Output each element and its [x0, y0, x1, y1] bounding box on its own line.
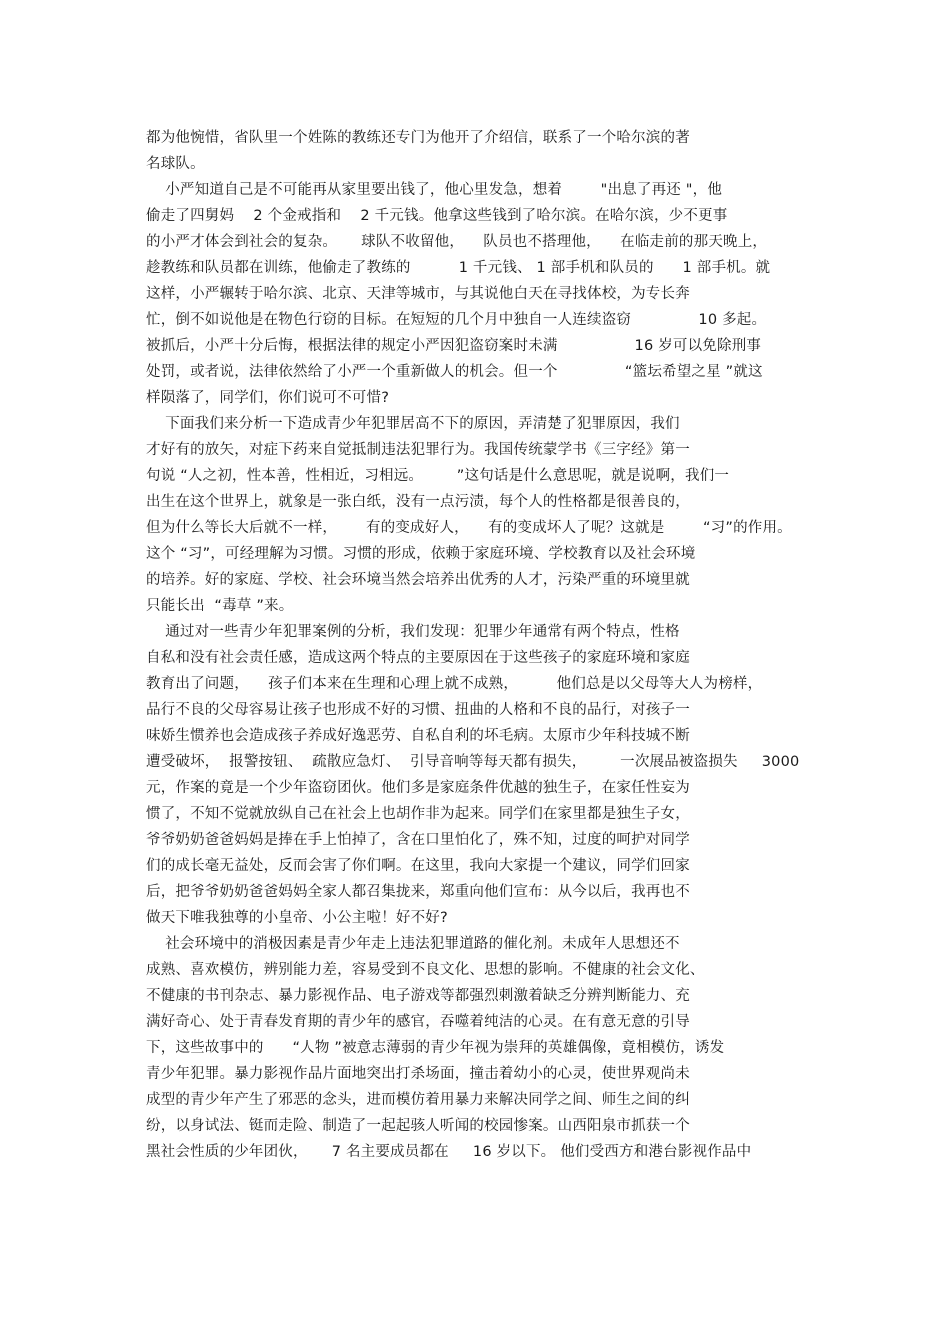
text-line: 的培养。好的家庭、学校、社会环境当然会培养出优秀的人才，污染严重的环境里就	[146, 572, 690, 588]
text-line: 被抓后，小严十分后悔，根据法律的规定小严因犯盗窃案时未满 16 岁可以免除刑事	[146, 338, 762, 354]
text-line: 名球队。	[146, 156, 205, 172]
text-line: 品行不良的父母容易让孩子也形成不好的习惯、扭曲的人格和不良的品行，对孩子一	[146, 702, 690, 718]
text-line: 的小严才体会到社会的复杂。 球队不收留他， 队员也不搭理他， 在临走前的那天晚上，	[146, 234, 768, 250]
text-line: 只能长出 “毒草 ”来。	[146, 598, 294, 614]
text-line: 黑社会性质的少年团伙， 7 名主要成员都在 16 岁以下。 他们受西方和港台影视作品中	[146, 1144, 752, 1160]
text-line: 自私和没有社会责任感，造成这两个特点的主要原因在于这些孩子的家庭环境和家庭	[146, 650, 690, 666]
text-line: 做天下唯我独尊的小皇帝、小公主啦！好不好?	[146, 910, 448, 926]
text-line: 成熟、喜欢模仿，辨别能力差，容易受到不良文化、思想的影响。不健康的社会文化、	[146, 962, 705, 978]
text-line: 元，作案的竟是一个少年盗窃团伙。他们多是家庭条件优越的独生子，在家任性妄为	[146, 780, 690, 796]
text-line: 们的成长毫无益处，反而会害了你们啊。在这里，我向大家提一个建议，同学们回家	[146, 858, 690, 874]
text-line: 趁教练和队员都在训练，他偷走了教练的 1 千元钱、 1 部手机和队员的 1 部手机。就	[146, 260, 771, 276]
text-line: 样陨落了，同学们，你们说可不可惜?	[146, 390, 390, 406]
text-line: 这个 “习”，可经理解为习惯。习惯的形成，依赖于家庭环境、学校教育以及社会环境	[146, 546, 696, 562]
text-line: 教育出了问题， 孩子们本来在生理和心理上就不成熟， 他们总是以父母等大人为榜样，	[146, 676, 763, 692]
text-line: 出生在这个世界上，就象是一张白纸，没有一点污渍，每个人的性格都是很善良的，	[146, 494, 690, 510]
text-line: 处罚，或者说，法律依然给了小严一个重新做人的机会。但一个 “篮坛希望之星 ”就这	[146, 364, 763, 380]
text-line: 满好奇心、处于青春发育期的青少年的感官，吞噬着纯洁的心灵。在有意无意的引导	[146, 1014, 690, 1030]
text-line: 惯了，不知不觉就放纵自己在社会上也胡作非为起来。同学们在家里都是独生子女，	[146, 806, 690, 822]
text-line: 爷爷奶奶爸爸妈妈是捧在手上怕掉了，含在口里怕化了，殊不知，过度的呵护对同学	[146, 832, 690, 848]
text-line: 不健康的书刊杂志、暴力影视作品、电子游戏等都强烈刺激着缺乏分辨判断能力、充	[146, 988, 690, 1004]
text-line: 才好有的放矢，对症下药来自觉抵制违法犯罪行为。我国传统蒙学书《三字经》第一	[146, 442, 690, 458]
text-line: 纷，以身试法、铤而走险、制造了一起起骇人听闻的校园惨案。山西阳泉市抓获一个	[146, 1118, 690, 1134]
text-line: 但为什么等长大后就不一样， 有的变成好人， 有的变成坏人了呢？这就是 “习”的作用。	[146, 520, 792, 536]
text-line: 偷走了四舅妈 2 个金戒指和 2 千元钱。他拿这些钱到了哈尔滨。在哈尔滨，少不更事	[146, 208, 728, 224]
text-line: 后，把爷爷奶奶爸爸妈妈全家人都召集拢来，郑重向他们宣布：从今以后，我再也不	[146, 884, 690, 900]
text-line: 小严知道自己是不可能再从家里要出钱了，他心里发急，想着 "出息了再还 "，他	[146, 182, 723, 198]
text-line: 青少年犯罪。暴力影视作品片面地突出打杀场面，撞击着幼小的心灵，使世界观尚未	[146, 1066, 690, 1082]
text-line: 句说 “人之初，性本善，性相近，习相远。 ”这句话是什么意思呢，就是说啊，我们一	[146, 468, 730, 484]
text-line: 社会环境中的消极因素是青少年走上违法犯罪道路的催化剂。未成年人思想还不	[146, 936, 680, 952]
text-line: 这样，小严辗转于哈尔滨、北京、天津等城市，与其说他白天在寻找体校，为专长奔	[146, 286, 690, 302]
text-line: 下面我们来分析一下造成青少年犯罪居高不下的原因，弄清楚了犯罪原因，我们	[146, 416, 680, 432]
text-line: 忙，倒不如说他是在物色行窃的目标。在短短的几个月中独自一人连续盗窃 10 多起。	[146, 312, 767, 328]
text-line: 遭受破坏， 报警按钮、 疏散应急灯、 引导音响等每天都有损失， 一次展品被盗损失 3000	[146, 754, 800, 770]
text-line: 通过对一些青少年犯罪案例的分析，我们发现：犯罪少年通常有两个特点，性格	[146, 624, 680, 640]
text-line: 都为他惋惜，省队里一个姓陈的教练还专门为他开了介绍信，联系了一个哈尔滨的著	[146, 130, 690, 146]
text-line: 味娇生惯养也会造成孩子养成好逸恶劳、自私自利的坏毛病。太原市少年科技城不断	[146, 728, 690, 744]
text-line: 成型的青少年产生了邪恶的念头，进而模仿着用暴力来解决同学之间、师生之间的纠	[146, 1092, 690, 1108]
text-line: 下，这些故事中的 “人物 ”被意志薄弱的青少年视为崇拜的英雄偶像，竟相模仿，诱发	[146, 1040, 725, 1056]
